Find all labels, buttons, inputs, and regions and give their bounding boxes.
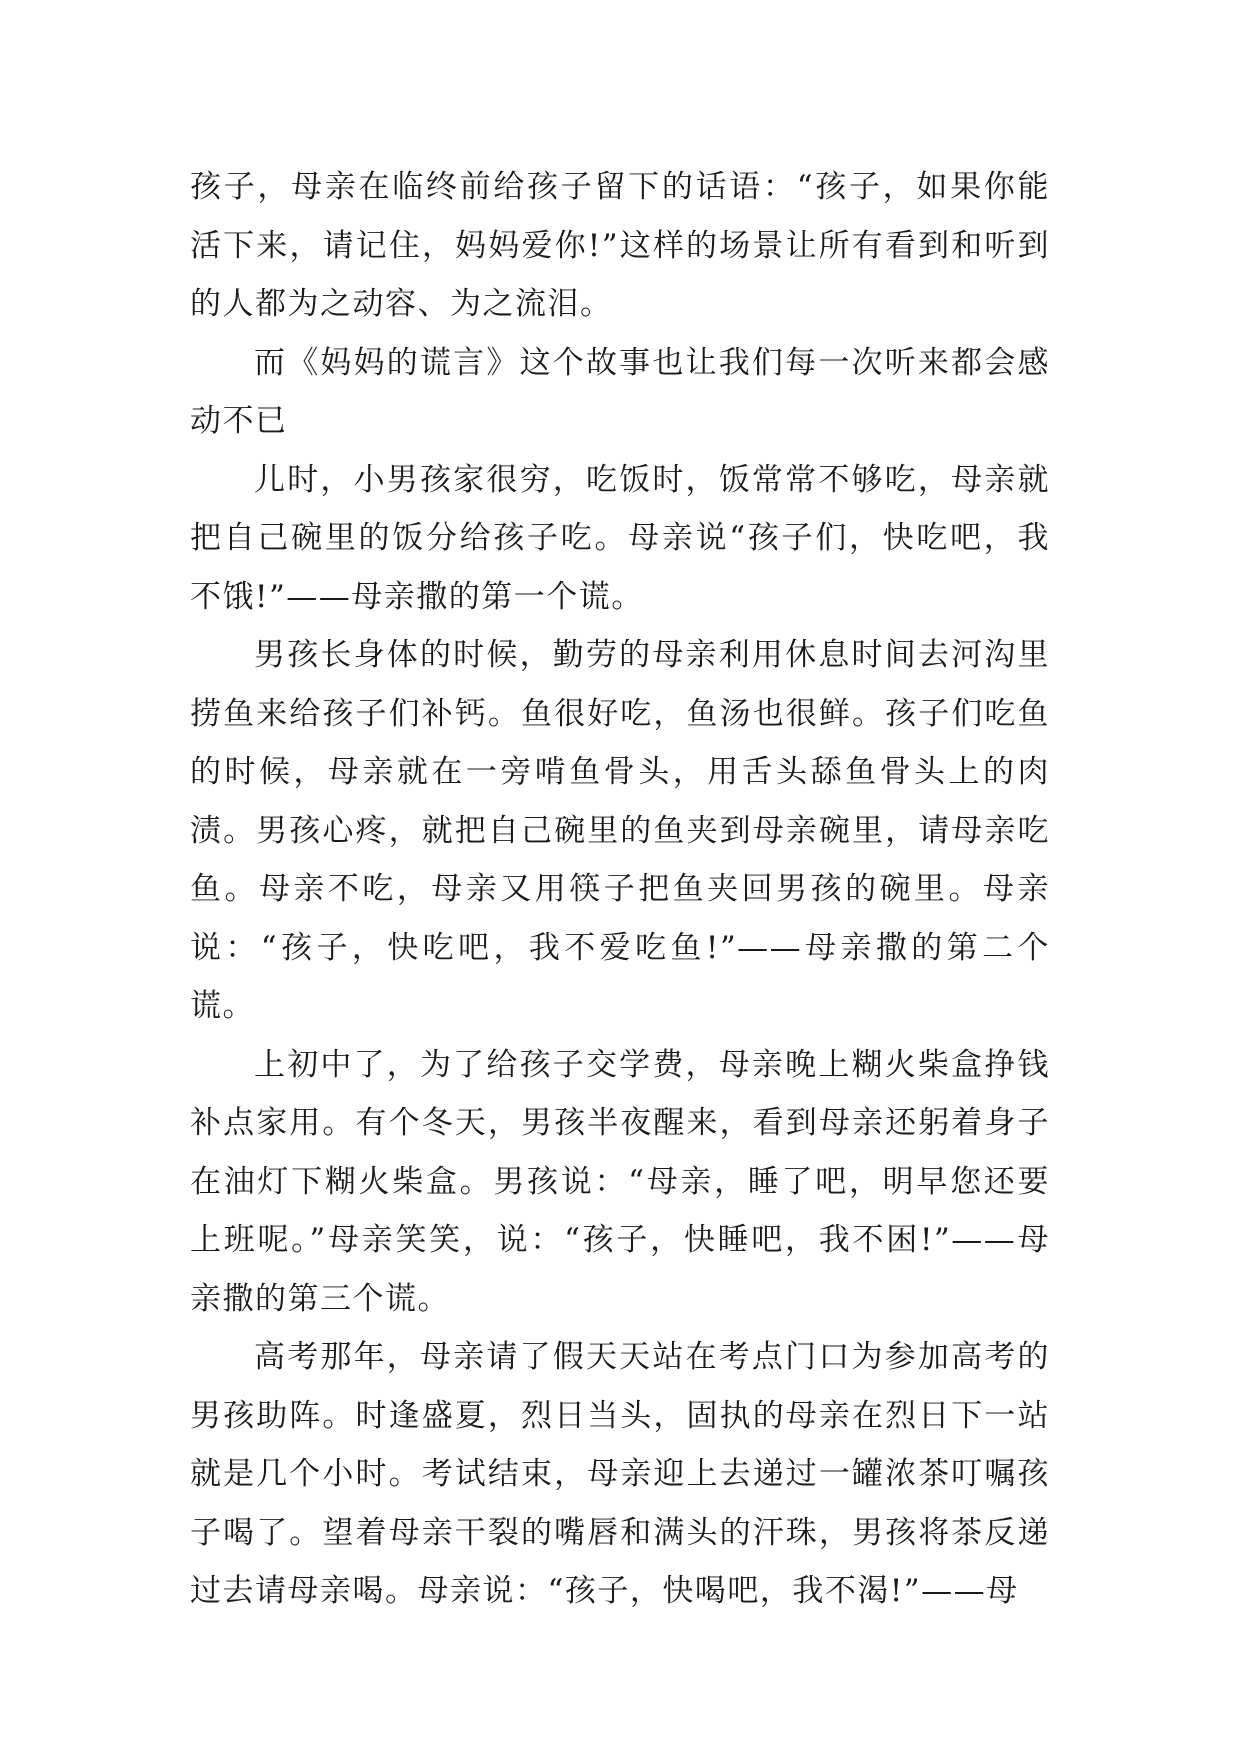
paragraph-3: 儿时，小男孩家很穷，吃饭时，饭常常不够吃，母亲就把自己碗里的饭分给孩子吃。母亲说“孩子们，快吃吧，我不饿!”——母亲撒的第一个谎。 [190,461,1050,615]
document-body [190,158,1050,1621]
paragraph-1: 孩子，母亲在临终前给孩子留下的话语：“孩子，如果你能活下来，请记住，妈妈爱你!”这样的场景让所有看到和听到的人都为之动容、为之流泪。 [190,169,1050,322]
paragraph-5: 上初中了，为了给孩子交学费，母亲晚上糊火柴盒挣钱补点家用。有个冬天，男孩半夜醒来，看到母亲还躬着身子在油灯下糊火柴盒。男孩说：“母亲，睡了吧，明早您还要上班呢。”母亲笑笑，说：“孩子，快睡吧，我不困!”——母亲撒的第三个谎。 [190,1046,1050,1317]
paragraph-4: 男孩长身体的时候，勤劳的母亲利用休息时间去河沟里捞鱼来给孩子们补钙。鱼很好吃，鱼汤也很鲜。孩子们吃鱼的时候，母亲就在一旁啃鱼骨头，用舌头舔鱼骨头上的肉渍。男孩心疼，就把自己碗里的鱼夹到母亲碗里，请母亲吃鱼。母亲不吃，母亲又用筷子把鱼夹回男孩的碗里。母亲说：“孩子，快吃吧，我不爱吃鱼!”——母亲撒的第二个谎。 [190,637,1050,1024]
paragraph-2: 而《妈妈的谎言》这个故事也让我们每一次听来都会感动不已 [190,344,1050,439]
paragraph-6: 高考那年，母亲请了假天天站在考点门口为参加高考的男孩助阵。时逢盛夏，烈日当头，固执的母亲在烈日下一站就是几个小时。考试结束，母亲迎上去递过一罐浓茶叮嘱孩子喝了。望着母亲干裂的嘴唇和满头的汗珠，男孩将茶反递过去请母亲喝。母亲说：“孩子，快喝吧，我不渴!”——母 [190,1339,1050,1609]
